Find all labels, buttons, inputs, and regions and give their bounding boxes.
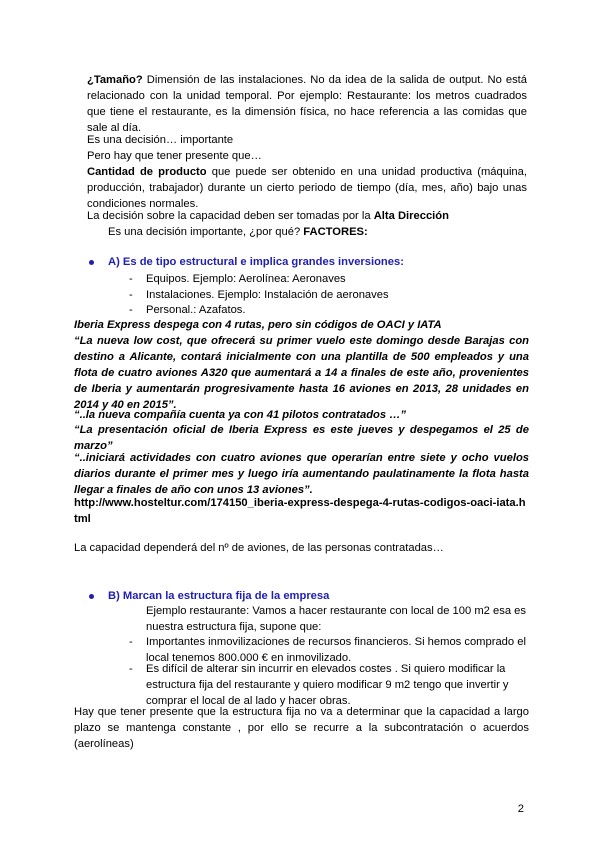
section-b-title: B) Marcan la estructura fija de la empresa	[108, 590, 330, 602]
alta-text: La decisión sobre la capacidad deben ser tomadas por la	[87, 210, 374, 222]
section-b-item: Importantes inmovilizaciones de recursos financieros. Si hemos comprado el local tenemos 800.000 € en inmovilizado.	[146, 636, 526, 664]
tamano-text: Dimensión de las instalaciones. No da idea de la salida de output. No está relacionado con la unidad temporal. Por ejemplo: Restaurante: los metros cuadrados que tiene el restaurante, es la dimensión física, no hace referencia a las comidas que sale al día.	[87, 74, 527, 134]
section-a-title: A) Es de tipo estructural e implica grandes inversiones:	[108, 256, 404, 268]
factores-line	[108, 224, 528, 240]
cantidad-text: que puede ser obtenido en una unidad productiva (máquina, producción, trabajador) durante un cierto periodo de tiempo (día, mes, año) bajo unas condiciones normales.	[87, 166, 527, 210]
section-a-item: Instalaciones. Ejemplo: Instalación de aeronaves	[146, 289, 389, 301]
alta-direccion-line	[87, 208, 527, 224]
tamano-label: ¿Tamaño?	[87, 74, 143, 86]
alta-label: Alta Dirección	[373, 210, 449, 222]
bullet-icon	[89, 594, 94, 599]
section-a-item: Personal.: Azafatos.	[146, 304, 246, 316]
quote-headline: Iberia Express despega con 4 rutas, pero sin códigos de OACI y IATA	[74, 319, 442, 331]
dash-icon: -	[129, 289, 133, 301]
cantidad-paragraph	[87, 164, 527, 212]
quote-paragraph-3: “La presentación oficial de Iberia Express es este jueves y despegamos el 25 de marzo”	[74, 424, 529, 452]
page-number: 2	[517, 803, 524, 815]
dash-icon: -	[129, 304, 133, 316]
factores-text: Es una decisión importante, ¿por qué?	[108, 226, 304, 238]
bullet-icon	[89, 260, 94, 265]
dash-icon: -	[129, 636, 133, 648]
closing-paragraph: Hay que tener presente que la estructura fija no va a determinar que la capacidad a largo plazo se mantenga constante , por ello se recurre a la subcontratación o acuerdos (aerolíneas)	[74, 706, 529, 750]
cantidad-label: Cantidad de producto	[87, 166, 207, 178]
quote-paragraph-2: “..la nueva compañía cuenta ya con 41 pilotos contratados …”	[74, 409, 406, 421]
section-b-item: Es difícil de alterar sin incurrir en elevados costes . Si quiero modificar la estructura fija del restaurante y quiero modificar 9 m2 tengo que invertir y comprar el local de al lado y hacer obras.	[146, 663, 509, 707]
quote-paragraph-4: “..iniciará actividades con cuatro aviones que operarían entre siete y ocho vuelos diarios durante el primer mes y luego iría aumentando paulatinamente la flota hasta llegar a finales de año con unos 13 aviones”.	[74, 452, 529, 496]
section-b-intro: Ejemplo restaurante: Vamos a hacer restaurante con local de 100 m2 esa es nuestra estructura fija, supone que:	[146, 605, 526, 633]
dash-icon: -	[129, 663, 133, 675]
tamano-paragraph	[87, 72, 527, 136]
section-a-item: Equipos. Ejemplo: Aerolínea: Aeronaves	[146, 273, 346, 285]
dash-icon: -	[129, 273, 133, 285]
quote-paragraph-1: “La nueva low cost, que ofrecerá su primer vuelo este domingo desde Barajas con destino a Alicante, contará inicialmente con una plantilla de 500 empleados y una flota de cuatro aviones A320 que aumentará a 14 a finales de este año, provenientes de Iberia y aumentarán progresivamente hasta 16 aviones en 2013, 28 unidades en 2014 y 40 en 2015”.	[74, 335, 529, 411]
pero-line: Pero hay que tener presente que…	[87, 150, 262, 162]
capacidad-line: La capacidad dependerá del nº de aviones, de las personas contratadas…	[74, 542, 444, 554]
decision-line: Es una decisión… importante	[87, 134, 234, 146]
source-link[interactable]: http://www.hosteltur.com/174150_iberia-express-despega-4-rutas-codigos-oaci-iata.html	[74, 497, 526, 525]
factores-label: FACTORES:	[303, 226, 368, 238]
